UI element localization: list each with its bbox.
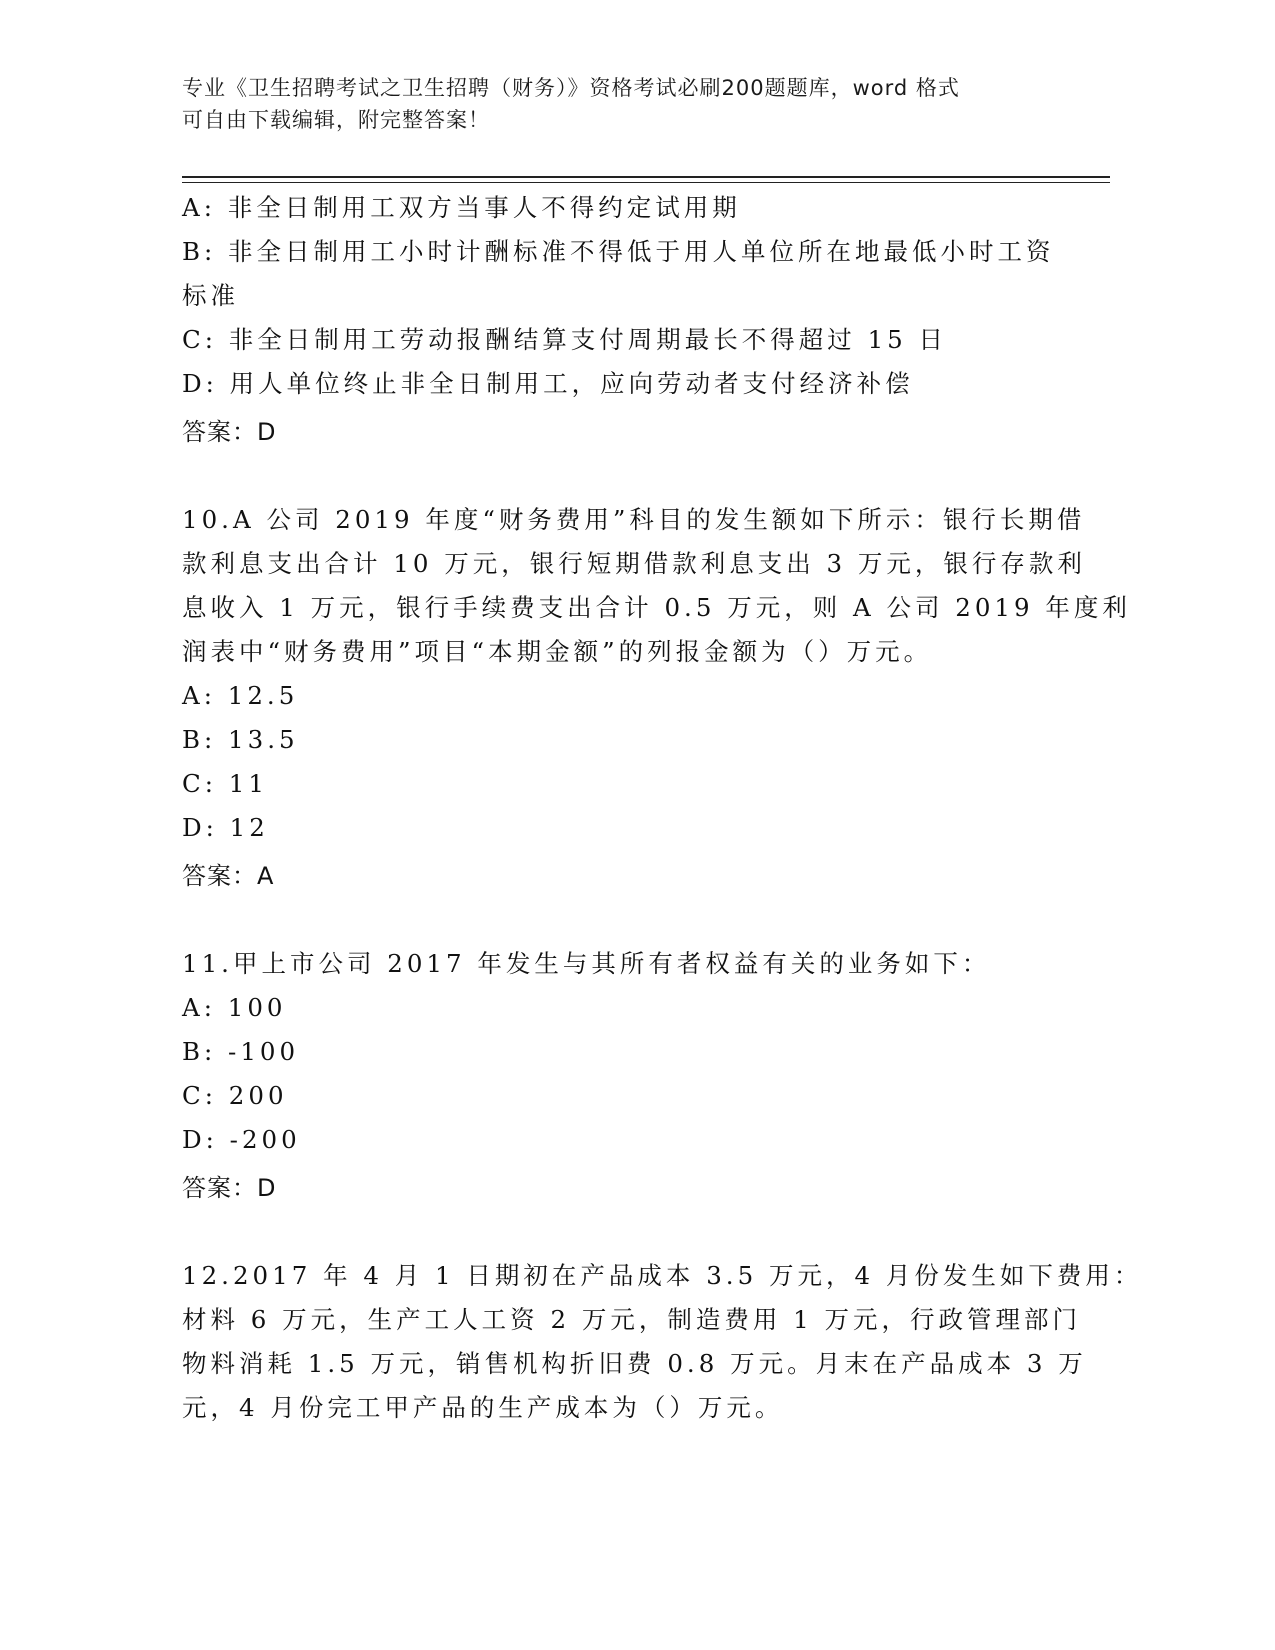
header-divider-thin [182, 182, 1110, 183]
option-b-continued: 标准 [182, 281, 239, 310]
answer-label: 答案：D [182, 418, 277, 446]
question-stem-line: 10.A 公司 2019 年度“财务费用”科目的发生额如下所示：银行长期借 [182, 505, 1086, 534]
question-11 [182, 942, 1062, 1210]
option-a: A: 100 [182, 993, 287, 1022]
option-d: D: -200 [182, 1125, 301, 1154]
header-title-line-2: 可自由下载编辑，附完整答案！ [182, 108, 490, 132]
option-b: B: 13.5 [182, 725, 299, 754]
document-header [182, 72, 1062, 136]
question-stem-line: 物料消耗 1.5 万元，销售机构折旧费 0.8 万元。月末在产品成本 3 万 [182, 1349, 1087, 1378]
option-c: C: 11 [182, 769, 268, 798]
header-title-line-1: 专业《卫生招聘考试之卫生招聘（财务）》资格考试必刷200题题库，word 格式 [182, 76, 960, 100]
question-stem-line: 材料 6 万元，生产工人工资 2 万元，制造费用 1 万元，行政管理部门 [182, 1305, 1081, 1334]
header-divider-thick [182, 176, 1110, 178]
option-c: C: 200 [182, 1081, 288, 1110]
option-d: D: 12 [182, 813, 269, 842]
answer-label: 答案：D [182, 1174, 277, 1202]
question-content [182, 186, 1143, 1430]
option-b: B: -100 [182, 1037, 300, 1066]
option-a: A: 非全日制用工双方当事人不得约定试用期 [182, 193, 741, 222]
question-10 [182, 498, 1131, 898]
option-a: A: 12.5 [182, 681, 299, 710]
option-d: D: 用人单位终止非全日制用工，应向劳动者支付经济补偿 [182, 369, 914, 398]
question-stem-line: 12.2017 年 4 月 1 日期初在产品成本 3.5 万元，4 月份发生如下费用： [182, 1261, 1143, 1290]
question-stem-line: 款利息支出合计 10 万元，银行短期借款利息支出 3 万元，银行存款利 [182, 549, 1086, 578]
question-12 [182, 1254, 1143, 1430]
option-b: B: 非全日制用工小时计酬标准不得低于用人单位所在地最低小时工资 [182, 237, 1055, 266]
option-c: C: 非全日制用工劳动报酬结算支付周期最长不得超过 15 日 [182, 325, 948, 354]
question-9 [182, 186, 1062, 454]
answer-label: 答案：A [182, 862, 275, 890]
question-stem-line: 11.甲上市公司 2017 年发生与其所有者权益有关的业务如下： [182, 949, 991, 978]
question-stem-line: 润表中“财务费用”项目“本期金额”的列报金额为（）万元。 [182, 637, 933, 666]
question-stem-line: 元，4 月份完工甲产品的生产成本为（）万元。 [182, 1393, 784, 1422]
question-stem-line: 息收入 1 万元，银行手续费支出合计 0.5 万元，则 A 公司 2019 年度利 [182, 593, 1131, 622]
